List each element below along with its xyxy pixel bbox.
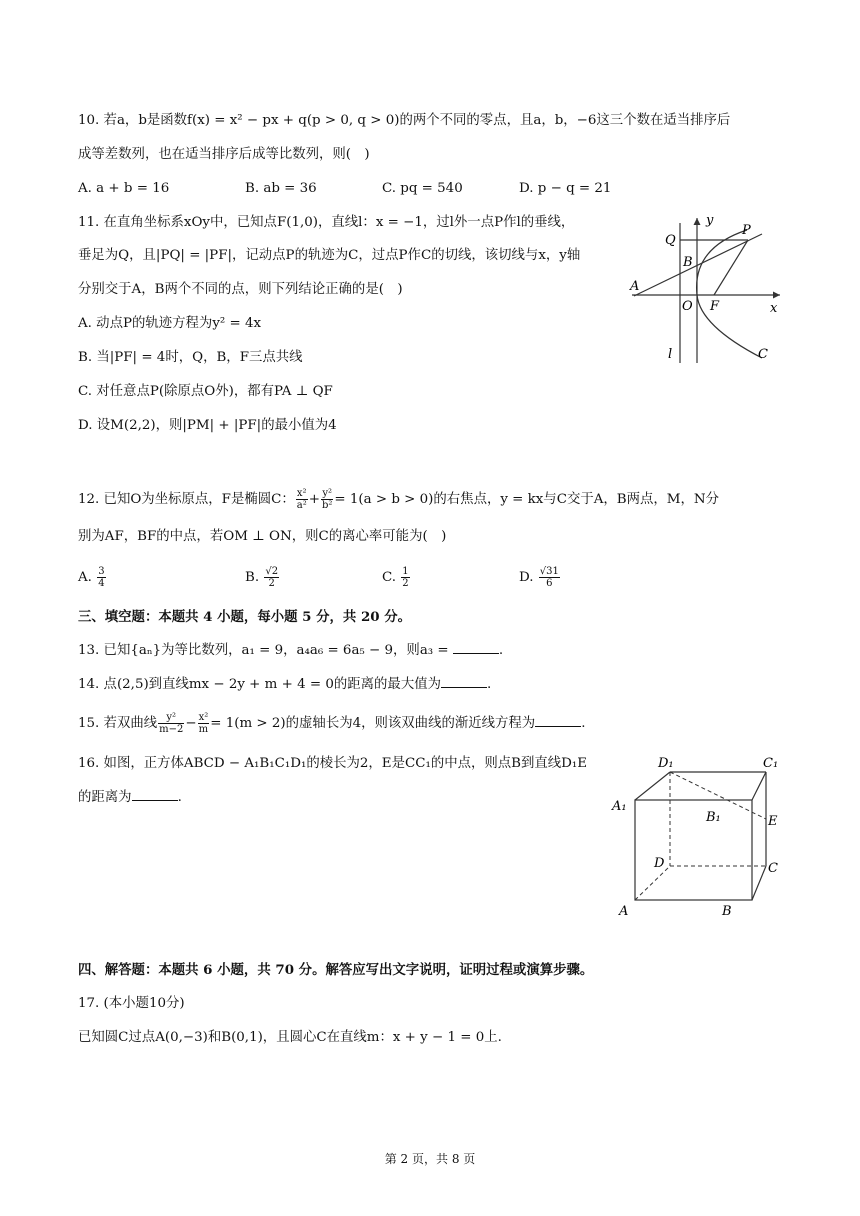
- q11-line3: 分别交于A，B两个不同的点，则下列结论正确的是( ): [78, 282, 403, 297]
- q15-text-start: 15. 若双曲线: [78, 716, 158, 731]
- label-a1: A₁: [612, 799, 627, 814]
- label-p: P: [742, 223, 751, 238]
- q12-option-c-num: 1: [402, 566, 409, 577]
- q16-line2: [78, 788, 182, 808]
- edge-a1-d1: [635, 772, 670, 800]
- q12-option-a-den: 4: [98, 578, 105, 589]
- q15-line: [78, 712, 585, 735]
- q12-option-d-den: 6: [546, 578, 553, 589]
- label-e: E: [768, 814, 778, 829]
- label-b: B: [722, 904, 732, 919]
- label-b1: B₁: [706, 810, 721, 825]
- q15-answer-blank[interactable]: [535, 714, 581, 727]
- q16-line2-text: 的距离为: [78, 790, 132, 805]
- q12-option-c: [382, 566, 411, 589]
- q12-fraction-x: [296, 488, 308, 511]
- q16-end: .: [177, 790, 182, 805]
- q15-text-end: = 1(m > 2)的虚轴长为4，则该双曲线的渐近线方程为: [210, 716, 536, 731]
- label-d1: D₁: [658, 756, 674, 771]
- label-b: B: [683, 255, 693, 270]
- q12-plus: +: [308, 492, 320, 507]
- q10-option-c: C. pq = 540: [382, 181, 463, 196]
- q10-option-b: B. ab = 36: [245, 181, 317, 196]
- q12-line1: [78, 488, 719, 511]
- label-f: F: [710, 299, 720, 314]
- q12-option-a-prefix: A.: [78, 570, 97, 585]
- q12-frac2-den: b²: [321, 500, 333, 511]
- q14-line: [78, 675, 491, 695]
- q11-option-c: C. 对任意点P(除原点O外)，都有PA ⊥ QF: [78, 384, 333, 399]
- section-3-heading: 三、填空题：本题共 4 小题，每小题 5 分，共 20 分。: [78, 609, 412, 625]
- q10-line2: 成等差数列，也在适当排序后成等比数列，则( ): [78, 147, 370, 162]
- cube-figure: [608, 752, 788, 922]
- page-footer: 第 2 页，共 8 页: [384, 1152, 476, 1166]
- q12-option-b-den: 2: [268, 578, 275, 589]
- hidden-edge-a-d: [635, 866, 670, 900]
- q15-fraction-y: [158, 712, 184, 735]
- q12-option-c-prefix: C.: [382, 570, 401, 585]
- q10-option-d: D. p − q = 21: [519, 181, 612, 196]
- q16-answer-blank[interactable]: [132, 788, 178, 801]
- parabola-figure: [622, 208, 787, 368]
- q12-option-d-num: √31: [539, 566, 559, 577]
- q12-line1-start: 12. 已知O为坐标原点，F是椭圆C：: [78, 492, 295, 507]
- q11-line2: 垂足为Q，且|PQ| = |PF|，记动点P的轨迹为C，过点P作C的切线，该切线与x，y轴: [78, 248, 581, 263]
- q15-frac2-den: m: [198, 724, 209, 735]
- tangent-line: [634, 234, 762, 296]
- label-c: C: [758, 347, 768, 362]
- q15-frac2-num: x²: [198, 712, 209, 723]
- label-x: x: [770, 301, 778, 316]
- q11-option-b: B. 当|PF| = 4时，Q，B，F三点共线: [78, 350, 303, 365]
- q13-text: 13. 已知{aₙ}为等比数列，a₁ = 9，a₄a₆ = 6a₅ − 9，则a₃ =: [78, 643, 453, 658]
- q12-line1-end: = 1(a > b > 0)的右焦点，y = kx与C交于A，B两点，M，N分: [334, 492, 720, 507]
- label-y: y: [706, 213, 714, 228]
- cube-front-face: [635, 800, 752, 900]
- label-c: C: [768, 861, 778, 876]
- q12-option-a-frac: [97, 566, 105, 589]
- q11-option-d: D. 设M(2,2)，则|PM| + |PF|的最小值为4: [78, 418, 337, 433]
- q12-option-a: [78, 566, 107, 589]
- q12-option-b: [245, 566, 280, 589]
- q14-text: 14. 点(2,5)到直线mx − 2y + m + 4 = 0的距离的最大值为: [78, 677, 441, 692]
- q12-line2: 别为AF，BF的中点，若OM ⊥ ON，则C的离心率可能为( ): [78, 529, 447, 544]
- edge-b-c: [752, 866, 766, 900]
- q17-title: 17. (本小题10分): [78, 996, 185, 1011]
- q12-option-b-num: √2: [265, 566, 279, 577]
- q11-option-a: A. 动点P的轨迹方程为y² = 4x: [78, 316, 262, 331]
- q12-option-a-num: 3: [98, 566, 105, 577]
- label-q: Q: [665, 233, 676, 248]
- section-4-heading: 四、解答题：本题共 6 小题，共 70 分。解答应写出文字说明，证明过程或演算步骤。: [78, 962, 594, 978]
- q15-end: .: [581, 716, 586, 731]
- q12-option-d-frac: [539, 566, 560, 589]
- q15-fraction-x: [198, 712, 210, 735]
- q12-option-b-prefix: B.: [245, 570, 264, 585]
- q12-fraction-y: [321, 488, 333, 511]
- q12-option-c-frac: [401, 566, 409, 589]
- q16-line1: 16. 如图，正方体ABCD − A₁B₁C₁D₁的棱长为2，E是CC₁的中点，则点B到直线D₁E: [78, 756, 588, 771]
- q12-option-d-prefix: D.: [519, 570, 538, 585]
- q12-frac1-den: a²: [296, 500, 307, 511]
- q12-option-b-frac: [264, 566, 279, 589]
- q12-frac1-num: x²: [296, 488, 307, 499]
- q12-frac2-num: y²: [322, 488, 333, 499]
- label-a: A: [619, 904, 629, 919]
- label-l: l: [668, 347, 673, 362]
- label-d: D: [654, 856, 665, 871]
- label-a: A: [630, 279, 640, 294]
- q11-line1: 11. 在直角坐标系xOy中，已知点F(1,0)，直线l：x = −1，过l外一点P作l的垂线，: [78, 215, 575, 230]
- q13-end: .: [498, 643, 504, 658]
- q15-frac1-num: y²: [158, 712, 184, 724]
- q14-end: .: [487, 677, 492, 692]
- label-o: O: [682, 299, 693, 314]
- q12-option-d: [519, 566, 561, 589]
- q17-line1: 已知圆C过点A(0,−3)和B(0,1)，且圆心C在直线m：x + y − 1 = 0上.: [78, 1030, 502, 1045]
- segment-pf: [714, 240, 748, 295]
- q13-answer-blank[interactable]: [453, 641, 499, 654]
- label-c1: C₁: [763, 756, 779, 771]
- q13-line: [78, 641, 503, 661]
- q10-line1: 10. 若a，b是函数f(x) = x² − px + q(p > 0, q > 0)的两个不同的零点，且a，b，−6这三个数在适当排序后: [78, 113, 731, 128]
- q10-option-a: A. a + b = 16: [78, 181, 170, 196]
- q15-frac1-den: m−2: [159, 724, 184, 735]
- q14-answer-blank[interactable]: [441, 675, 487, 688]
- edge-b1-c1: [752, 772, 766, 800]
- q15-minus: −: [185, 716, 197, 731]
- q12-option-c-den: 2: [402, 578, 409, 589]
